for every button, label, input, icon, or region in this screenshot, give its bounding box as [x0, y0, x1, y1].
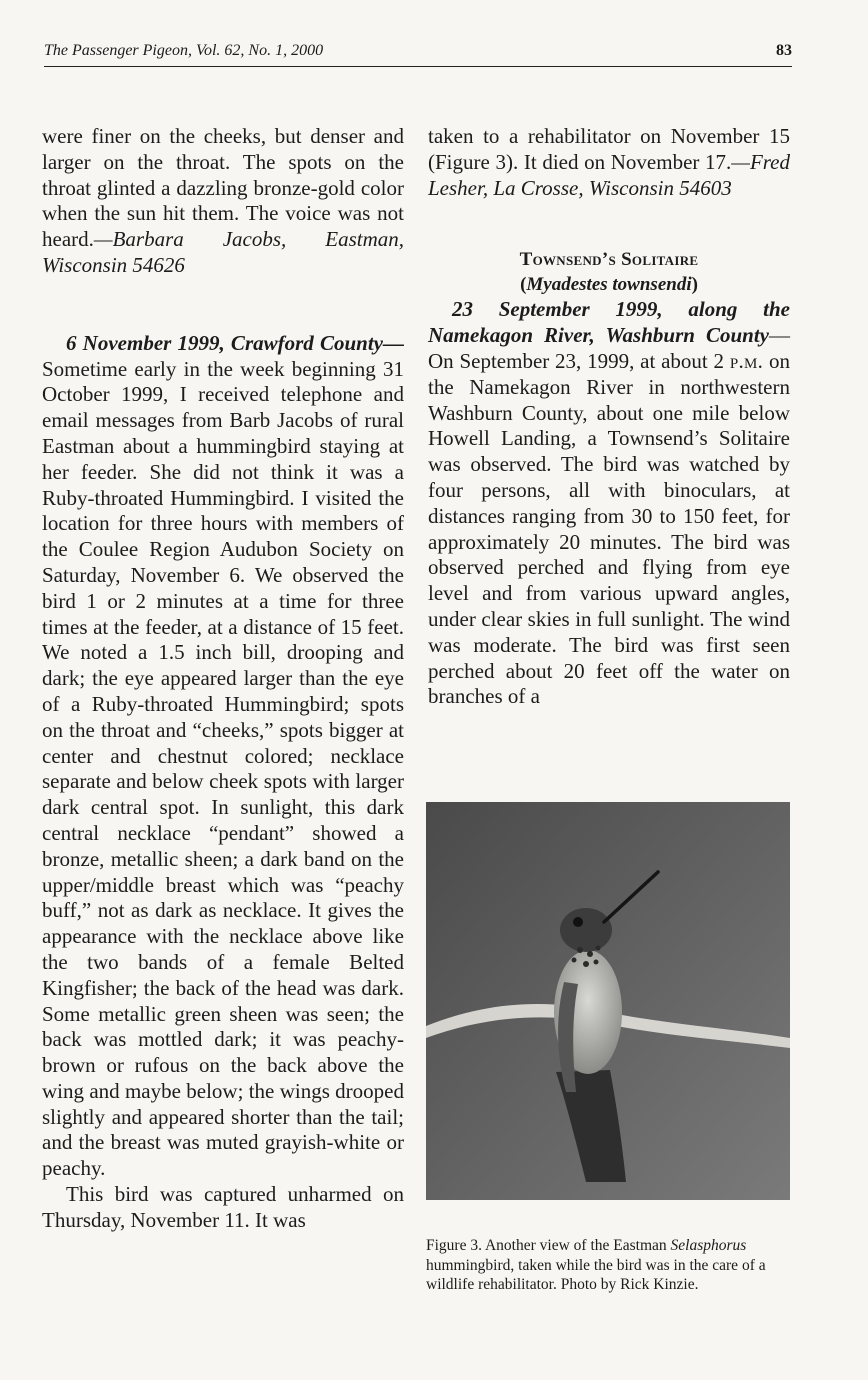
right-para-1: taken to a rehabilitator on November 15 (Figure 3). It died on November 17.—Fred Lesher, La Crosse, Wisconsin 54603 [428, 124, 790, 200]
right-column [428, 124, 790, 710]
left-column [42, 124, 404, 1234]
right-para-2: 23 September 1999, along the Namekagon River, Washburn County—On September 23, 1999, at about 2 p.m. on the Namekagon River in northwestern Washburn County, about one mile below Howell Landing, a Townsend’s Solitaire was observed. The bird was watched by four persons, all with binoculars, at distances ranging from 30 to 150 feet, for approximately 20 minutes. The bird was observed perched and flying from eye level and from various upward angles, under clear skies in full sunlight. The wind was moderate. The bird was first seen perched about 20 feet off the water on branches of a [428, 297, 791, 709]
dateline-washburn: 23 September 1999, along the Namekagon River, Washburn County [428, 297, 790, 348]
left-para-3: This bird was captured unharmed on Thursday, November 11. It was [42, 1182, 404, 1232]
left-para-2: 6 November 1999, Crawford County—Sometime early in the week beginning 31 October 1999, I received telephone and email messages from Barb Jacobs of rural Eastman about a hummingbird staying at her feeder. She did not think it was a Ruby-throated Hummingbird. I visited the location for three hours with members of the Coulee Region Audubon Society on Saturday, November 6. We observed the bird 1 or 2 minutes at a time for three times at the feeder, at a distance of 15 feet. We noted a 1.5 inch bill, drooping and dark; the eye appeared larger than the eye of a Ruby-throated Hummingbird; spots on the throat and “cheeks,” spots bigger at center and chestnut colored; necklace separate and below cheek spots with larger dark central spot. In sunlight, this dark central necklace “pendant” showed a bronze, metallic sheen; a dark band on the upper/middle breast which was “peachy buff,” not as dark as necklace. It gives the appearance with the necklace above like the two bands of a female Belted Kingfisher; the back of the head was dark. Some metallic green sheen was seen; the back was mottled dark; it was peachy-brown or rufous on the back above the wing and maybe below; the wings drooped slightly and appeared shorter than the tail; and the breast was muted grayish-white or peachy. [42, 330, 404, 1181]
signature-jacobs: —Barbara Jacobs, Eastman, Wisconsin 54626 [42, 227, 404, 277]
hummingbird-photo [426, 802, 790, 1200]
species-heading: Townsend’s Solitaire [519, 249, 699, 271]
dateline-crawford: 6 November 1999, Crawford County— [66, 330, 404, 355]
page-header [44, 40, 792, 67]
species-scientific-name: (Myadestes townsendi) [520, 274, 698, 296]
left-para-1: were finer on the cheeks, but denser and larger on the throat. The spots on the throat glinted a dazzling bronze-gold color when the sun hit them. The voice was not heard.—Barbara Jacobs, Eastman, Wisconsin 54626 [42, 124, 404, 277]
signature-lesher: —Fred Lesher, La Crosse, Wisconsin 54603 [428, 149, 790, 200]
running-head: The Passenger Pigeon, Vol. 62, No. 1, 2000 [44, 42, 324, 59]
figure-caption: Figure 3. Another view of the Eastman Selasphorus hummingbird, taken while the bird was in the care of a wildlife rehabilitator. Photo by Rick Kinzie. [426, 1237, 766, 1293]
hummingbird-illustration [426, 802, 790, 1200]
page-number: 83 [776, 42, 792, 59]
